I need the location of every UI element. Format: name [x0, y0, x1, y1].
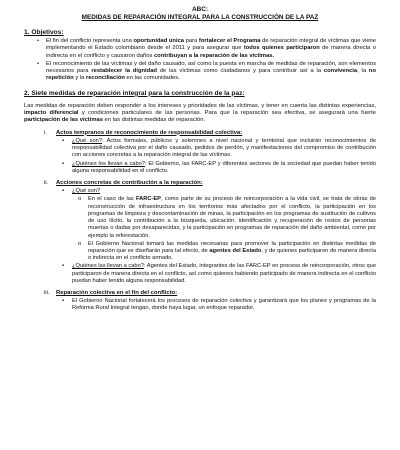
text: de reparación integral de víctimas que viene implementando el Estado colombiano desde el 2011 y para asegurar que [46, 38, 377, 52]
text-bold: fortalecer el Programa [198, 38, 261, 44]
text: El reconocimiento de las víctimas y del daño causado, así como la puesta en marcha de medidas de reparación, son elementos necesarios para [46, 60, 376, 75]
text: y condiciones particulares de las personas. Para que la reparación sea efectiva, se asegurará una fuerte [78, 110, 376, 117]
text: El Gobierno Nacional tomará las medidas necesarias para promover la participación en distintas medidas de reparación que se diseñarán para tal efecto, de [88, 240, 376, 254]
text: El Gobierno Nacional fortalecerá los procesos de reparación colectiva y garantizará que los planes y programas de la Reforma Rural Integral tengan, donde haya lugar, un enfoque reparador. [72, 298, 376, 312]
measure-ii-what [44, 188, 376, 195]
text-bold: no repetición [46, 68, 377, 82]
text: en las comunidades. [124, 75, 180, 82]
measure-iii-number: iii. [44, 289, 50, 296]
text-bold: reconciliación [85, 75, 125, 82]
measure-ii-number: ii. [44, 179, 49, 186]
text-bold: FARC-EP [135, 196, 161, 203]
measure-ii-title: Acciones concretas de contribución a la reparación: [56, 179, 203, 186]
section-2-heading-text: 2. Siete medidas de reparación integral para la construcción de la paz: [24, 89, 245, 97]
answer-text: : Actos formales, públicos y solemnes a nivel nacional y territorial que incluirán reconocimientos de responsabilidad colectiva por el daño causado, pedidos de perdón, y manifestaciones del compromiso de contribución con acciones concretas a la reparación integral de las víctimas. [72, 137, 376, 159]
text-bold: contribuyan a la reparación de las víctimas. [153, 52, 275, 59]
measure-i-title: Actos tempranos de reconocimiento de responsabilidad colectiva: [56, 129, 243, 136]
text-bold: oportunidad única [133, 38, 185, 44]
measure-iii-bullet-1 [44, 298, 376, 312]
text: para [184, 38, 199, 44]
text-bold: agentes del Estado [209, 247, 262, 254]
objective-bullet-2 [24, 61, 376, 83]
text: En el caso de las [88, 196, 136, 203]
text: en las distintas medidas de reparación. [102, 117, 206, 124]
measure-ii-heading [44, 180, 376, 187]
measure-ii-government-item [44, 241, 376, 263]
text-bold: impacto diferencial [24, 110, 79, 117]
text: El fin del conflicto representa una [46, 38, 134, 44]
measure-i-number: i. [44, 129, 47, 136]
doc-title-abc: ABC: [192, 6, 208, 13]
measure-iii-heading [44, 290, 376, 297]
section-2-intro-paragraph [24, 103, 376, 125]
text: de las víctimas como ciudadanos y para contribuir así a la [156, 68, 324, 75]
doc-title: MEDIDAS DE REPARACIÓN INTEGRAL PARA LA CONSTRUCCIÓN DE LA PAZ [81, 14, 319, 21]
measure-iii-title: Reparación colectiva en el fin del conflicto: [56, 289, 178, 296]
text-bold: convivencia [323, 68, 358, 75]
question-label: ¿Quiénes las llevan a cabo? [72, 263, 144, 270]
measure-i-heading [44, 130, 376, 137]
section-1-heading [24, 29, 376, 37]
measure-ii-farc-item [44, 196, 376, 239]
text: y la [73, 75, 86, 82]
text: de manera directa o indirecta en el conflicto y causaron daños [46, 45, 377, 59]
answer-text: : El Gobierno, las FARC-EP y diferentes sectores de la sociedad que puedan haber tenido alguna responsabilidad en el conflicto. [72, 160, 376, 174]
text: Las medidas de reparación deben responder a los intereses y prioridades de las víctimas, y tener en cuenta las distintas experiencias, [24, 102, 376, 109]
section-1-heading-text: 1. Objetivos: [24, 29, 64, 36]
measure-ii-who [44, 263, 376, 285]
question-label: ¿Quiénes los llevan a cabo? [72, 160, 145, 167]
text: , y de quienes participaron de manera directa o indirecta en el conflicto armado. [88, 247, 376, 262]
question-label: ¿Qué son? [72, 137, 102, 144]
text: , como parte de su proceso de reincorporación a la vida civil, se trata de obras de reconstrucción de infraestructura en los territorios más afectados por el conflicto, la participación en los programas de limpieza y descontaminación de minas, la participación en los programas de sustitución de cultivos de uso ilícito, la contribución a la búsqueda, ubicación, identificación y recuperación de restos de personas muertas o dadas por desaparecidas, y la participación en programas de reparación del daño ambiental, como por ejemplo la reforestación. [88, 196, 376, 239]
text-bold: participación de las víctimas [24, 117, 103, 124]
section-2-heading [24, 90, 376, 98]
text-bold: todos quienes participaron [243, 45, 320, 52]
text: , la [357, 68, 369, 75]
objective-bullet-1 [24, 38, 376, 60]
question-label: ¿Qué son? [72, 188, 101, 195]
text-bold: restablecer la dignidad [91, 68, 157, 75]
answer-text: : Agentes del Estado, integrantes de las FARC-EP en proceso de reincorporación, otros que participaron de manera directa en el conflicto, así como quienes habiendo participado de manera indirecta en el conflicto puedan haber tenido alguna responsabilidad. [72, 263, 376, 284]
measure-i-what [44, 138, 376, 160]
measure-i-who [44, 161, 376, 175]
